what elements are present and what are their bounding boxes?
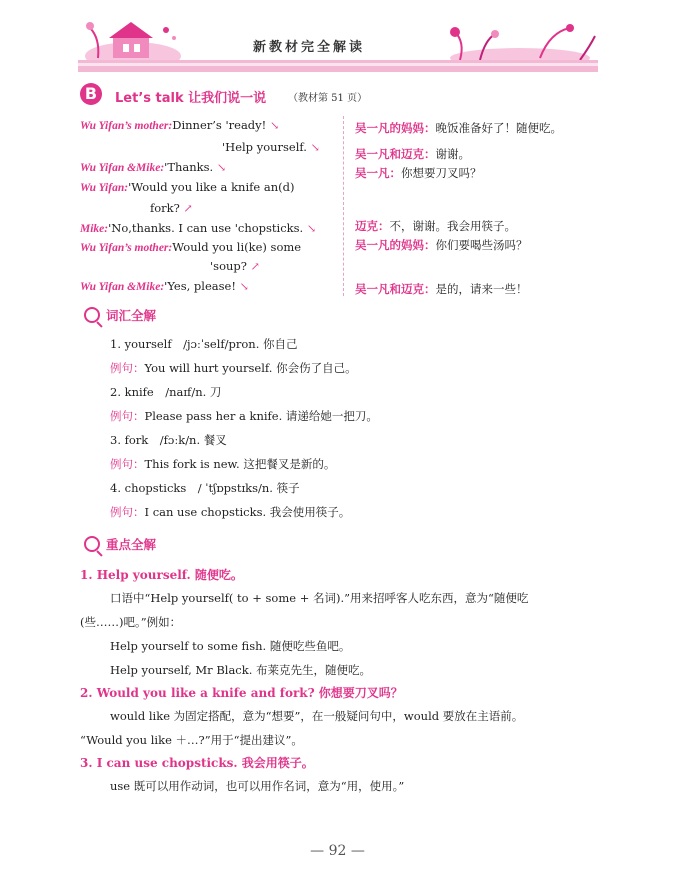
dialogue-text: 'Would you like a knife an(d) (128, 180, 295, 194)
intonation-falling-icon: ↘ (216, 161, 227, 174)
header-band (78, 60, 598, 72)
textbook-reference: （教材第 51 页） (288, 93, 368, 104)
intonation-falling-icon: ↘ (310, 141, 320, 154)
translation-speaker: 吴一凡的妈妈： (355, 121, 436, 135)
translation-speaker: 吴一凡和迈克： (355, 147, 436, 161)
intonation-rising-icon: ↗ (250, 260, 260, 273)
speaker: Wu Yifan (80, 182, 125, 194)
vocab-heading-text: 词汇全解 (106, 308, 157, 323)
vocab-entry: 1. yourself /jɔːˈself/pron. 你自己 (110, 337, 298, 351)
speaker: Wu Yifan &Mike (80, 162, 161, 174)
vocab-example (110, 408, 378, 424)
speaker: Wu Yifan’s mother (80, 242, 169, 254)
translation-speaker: 吴一凡： (355, 166, 401, 180)
example-text: I can use chopsticks. 我会使用筷子。 (144, 505, 351, 519)
dialogue-line: Wu Yifan &Mike:'Thanks. ↘ (80, 160, 227, 174)
dialogue-text: 'Help yourself. (222, 140, 307, 154)
section-badge: B (80, 83, 102, 105)
translation-line (355, 237, 528, 253)
example-label: 例句： (110, 457, 145, 471)
page-number: — 92 — (310, 843, 365, 859)
example-label: 例句： (110, 361, 145, 375)
dialogue-line (210, 259, 260, 273)
vocab-entry: 3. fork /fɔːk/n. 餐叉 (110, 433, 227, 447)
intonation-falling-icon: ↘ (306, 222, 317, 235)
dialogue-text: 'No,thanks. I can use 'chopsticks. (108, 221, 304, 235)
translation-text: 谢谢。 (435, 147, 470, 161)
translation-speaker: 迈克： (355, 219, 390, 233)
translation-speaker: 吴一凡和迈克： (355, 282, 436, 296)
translation-line (355, 165, 482, 181)
example-label: 例句： (110, 505, 145, 519)
point-title: 2. Would you like a knife and fork? 你想要刀叉吗？ (80, 686, 403, 700)
dialogue-line: Mike:'No,thanks. I can use 'chopsticks. ↘ (80, 221, 317, 235)
dialogue-line (150, 201, 193, 215)
example-text: Please pass her a knife. 请递给她一把刀。 (144, 409, 378, 423)
translation-text: 是的，请来一些！ (435, 282, 528, 296)
vocab-example (110, 504, 350, 520)
translation-line (355, 281, 528, 297)
dialogue-text: Dinner’s 'ready! (172, 118, 267, 132)
dialogue-line: Wu Yifan:'Would you like a knife an(d) (80, 180, 295, 194)
points-heading (84, 535, 156, 553)
header-band-highlight (78, 63, 598, 66)
column-divider (343, 116, 344, 296)
dialogue-line: Wu Yifan &Mike:'Yes, please! ↘ (80, 279, 249, 293)
example-text: This fork is new. 这把餐叉是新的。 (144, 457, 336, 471)
point-title: 1. Help yourself. 随便吃。 (80, 568, 243, 582)
magnifier-icon (84, 536, 100, 552)
translation-text: 不，谢谢。我会用筷子。 (389, 219, 516, 233)
point-line: (些……)吧。”例如： (80, 615, 182, 629)
point-line: 口语中“Help yourself( to + some + 名词).”用来招呼客人吃东西，意为“随便吃 (110, 591, 529, 605)
speaker: Wu Yifan &Mike (80, 281, 161, 293)
point-title: 3. I can use chopsticks. 我会用筷子。 (80, 756, 314, 770)
point-line: would like 为固定搭配，意为“想要”，在一般疑问句中，would 要放在主语前。 (110, 709, 524, 723)
section-title: Let’s talk 让我们说一说 (115, 91, 267, 106)
dialogue-line (222, 140, 320, 154)
building-illustration-icon (78, 8, 188, 68)
vocab-entry: 4. chopsticks / ˈtʃɒpstɪks/n. 筷子 (110, 481, 300, 495)
speaker: Wu Yifan’s mother (80, 120, 169, 132)
speaker: Mike (80, 223, 105, 235)
example-label: 例句： (110, 409, 145, 423)
intonation-falling-icon: ↘ (239, 280, 249, 293)
translation-text: 你想要刀叉吗？ (401, 166, 482, 180)
translation-text: 晚饭准备好了！随便吃。 (435, 121, 562, 135)
point-line: use 既可以用作动词，也可以用作名词，意为“用，使用。” (110, 779, 405, 793)
intonation-falling-icon: ↘ (269, 119, 280, 132)
dialogue-text: 'soup? (210, 259, 247, 273)
dialogue-text: 'Yes, please! (164, 279, 236, 293)
translation-text: 你们要喝些汤吗？ (435, 238, 528, 252)
vocab-example (110, 360, 357, 376)
header-decoration-left (78, 8, 188, 68)
vocab-entry: 2. knife /naɪf/n. 刀 (110, 385, 222, 399)
translation-speaker: 吴一凡的妈妈： (355, 238, 436, 252)
translation-line (355, 120, 562, 136)
intonation-rising-icon: ↗ (183, 202, 193, 215)
point-line: Help yourself to some fish. 随便吃些鱼吧。 (110, 639, 351, 653)
dialogue-text: fork? (150, 201, 180, 215)
point-line: Help yourself, Mr Black. 布莱克先生，随便吃。 (110, 663, 372, 677)
point-line: “Would you like ＋…?”用于“提出建议”。 (80, 733, 303, 747)
points-heading-text: 重点全解 (106, 537, 157, 552)
dialogue-line: Wu Yifan’s mother:Dinner’s 'ready! ↘ (80, 118, 280, 132)
dialogue-text: 'Thanks. (164, 160, 214, 174)
vocab-heading (84, 306, 156, 324)
magnifier-icon (84, 307, 100, 323)
dialogue-text: Would you li(ke) some (172, 240, 302, 254)
translation-line (355, 218, 516, 234)
example-text: You will hurt yourself. 你会伤了自己。 (144, 361, 357, 375)
vocab-example (110, 456, 335, 472)
translation-line (355, 146, 470, 162)
header-title: 新教材完全解读 (253, 40, 366, 55)
dialogue-line: Wu Yifan’s mother:Would you li(ke) some (80, 240, 302, 254)
